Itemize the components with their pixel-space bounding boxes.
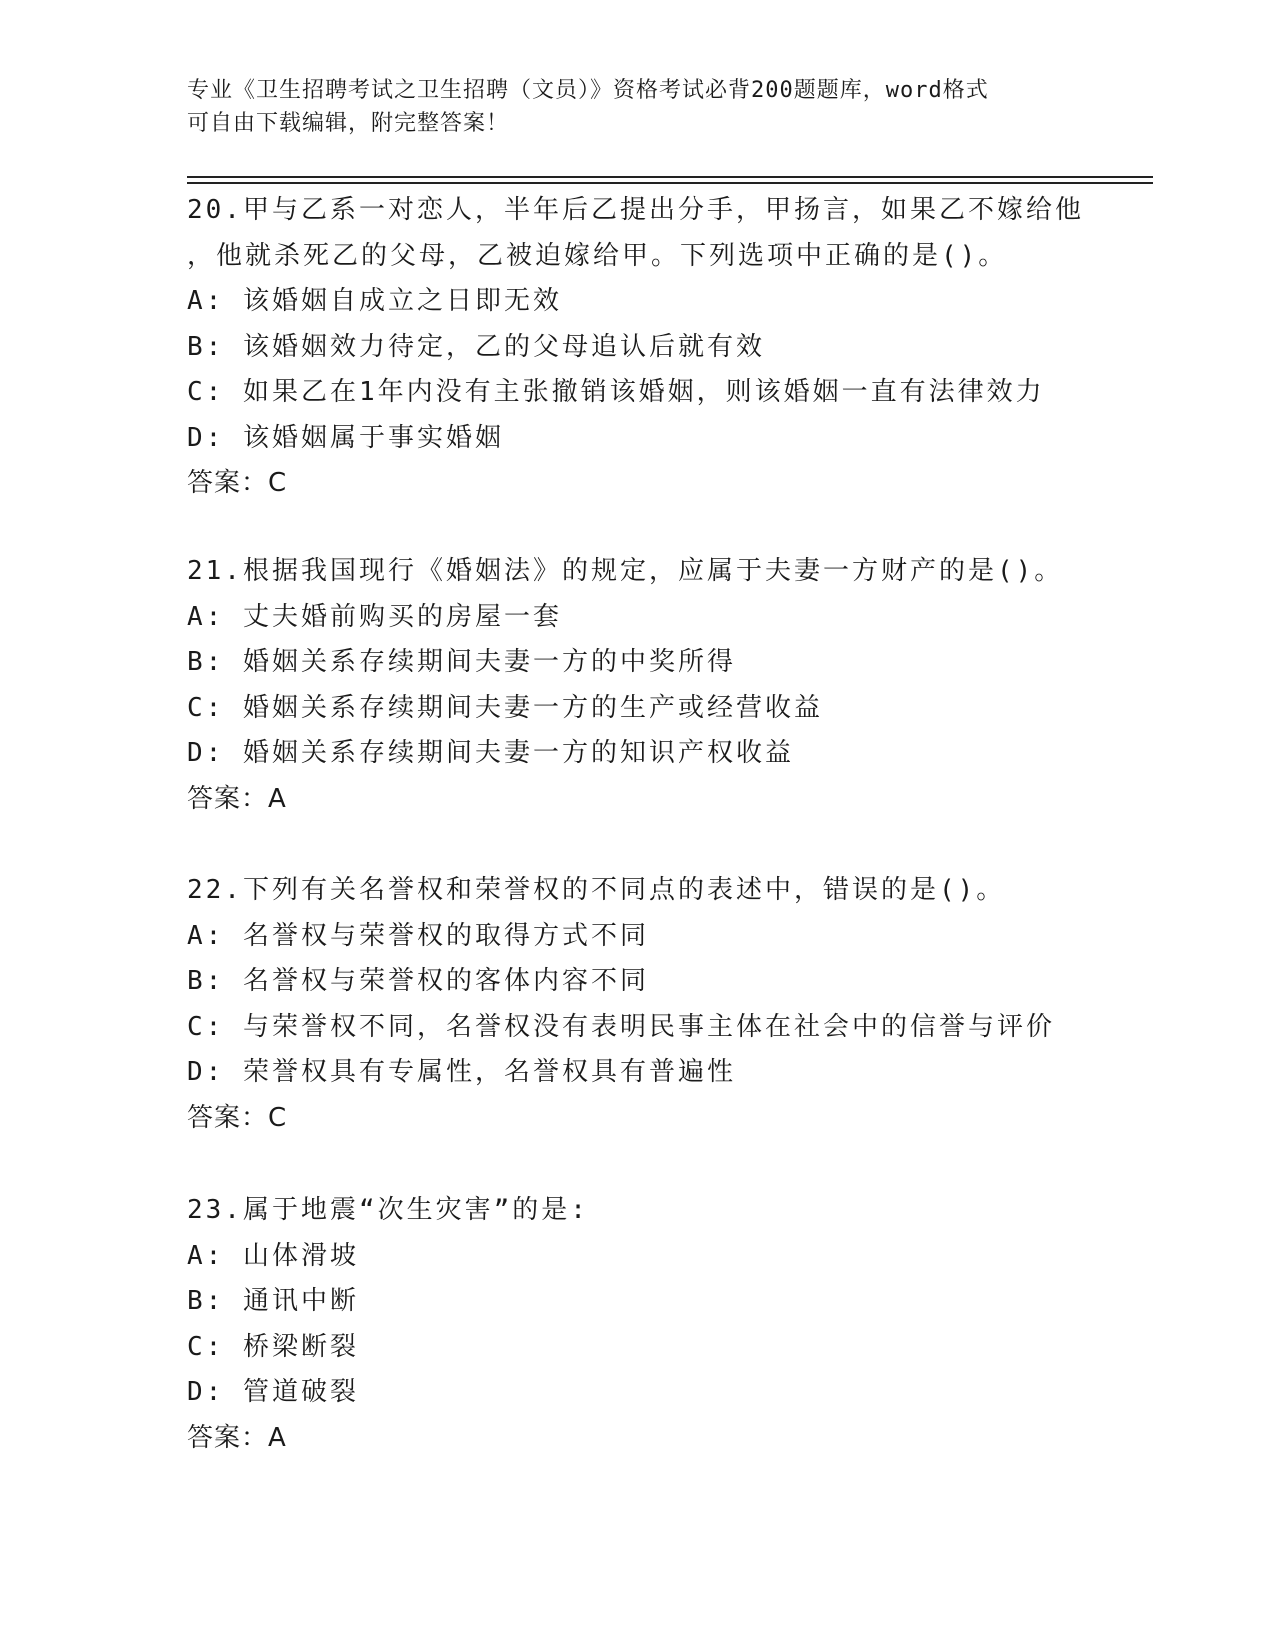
question-22 — [187, 868, 1147, 1141]
option-b: B: 该婚姻效力待定，乙的父母追认后就有效 — [187, 331, 765, 362]
option-a: A: 丈夫婚前购买的房屋一套 — [187, 601, 562, 632]
option-d: D: 管道破裂 — [187, 1377, 359, 1407]
option-c: C: 与荣誉权不同，名誉权没有表明民事主体在社会中的信誉与评价 — [187, 1011, 1055, 1042]
option-c: C: 桥梁断裂 — [187, 1331, 359, 1362]
option-a: A: 名誉权与荣誉权的取得方式不同 — [187, 920, 649, 951]
answer-line: 答案：A — [187, 1422, 287, 1453]
option-d: D: 该婚姻属于事实婚姻 — [187, 422, 504, 453]
option-d: D: 婚姻关系存续期间夫妻一方的知识产权收益 — [187, 738, 794, 768]
option-d: D: 荣誉权具有专属性，名誉权具有普遍性 — [187, 1057, 736, 1087]
question-stem: 21.根据我国现行《婚姻法》的规定，应属于夫妻一方财产的是()。 — [187, 556, 1064, 586]
header-line-1: 专业《卫生招聘考试之卫生招聘（文员）》资格考试必背200题题库，word格式 — [187, 78, 989, 103]
answer-line: 答案：C — [187, 1102, 288, 1133]
question-stem-continued: ，他就杀死乙的父母，乙被迫嫁给甲。下列选项中正确的是()。 — [187, 240, 1008, 271]
question-20 — [187, 188, 1147, 507]
header-divider-bottom — [187, 182, 1153, 184]
question-23 — [187, 1188, 1147, 1461]
header-line-2: 可自由下载编辑，附完整答案！ — [187, 111, 510, 136]
question-stem: 22.下列有关名誉权和荣誉权的不同点的表述中，错误的是()。 — [187, 875, 1006, 905]
option-b: B: 通讯中断 — [187, 1286, 359, 1316]
option-b: B: 名誉权与荣誉权的客体内容不同 — [187, 966, 649, 996]
answer-line: 答案：A — [187, 783, 287, 814]
option-c: C: 如果乙在1年内没有主张撤销该婚姻，则该婚姻一直有法律效力 — [187, 377, 1045, 407]
option-a: A: 山体滑坡 — [187, 1240, 359, 1271]
option-b: B: 婚姻关系存续期间夫妻一方的中奖所得 — [187, 647, 736, 677]
option-a: A: 该婚姻自成立之日即无效 — [187, 286, 562, 316]
question-stem: 23.属于地震“次生灾害”的是: — [187, 1195, 589, 1225]
header-divider-top — [187, 176, 1153, 178]
document-header — [187, 74, 1087, 140]
option-c: C: 婚姻关系存续期间夫妻一方的生产或经营收益 — [187, 692, 823, 723]
question-21 — [187, 549, 1147, 822]
question-stem: 20.甲与乙系一对恋人，半年后乙提出分手，甲扬言，如果乙不嫁给他 — [187, 195, 1084, 225]
answer-line: 答案：C — [187, 468, 288, 498]
